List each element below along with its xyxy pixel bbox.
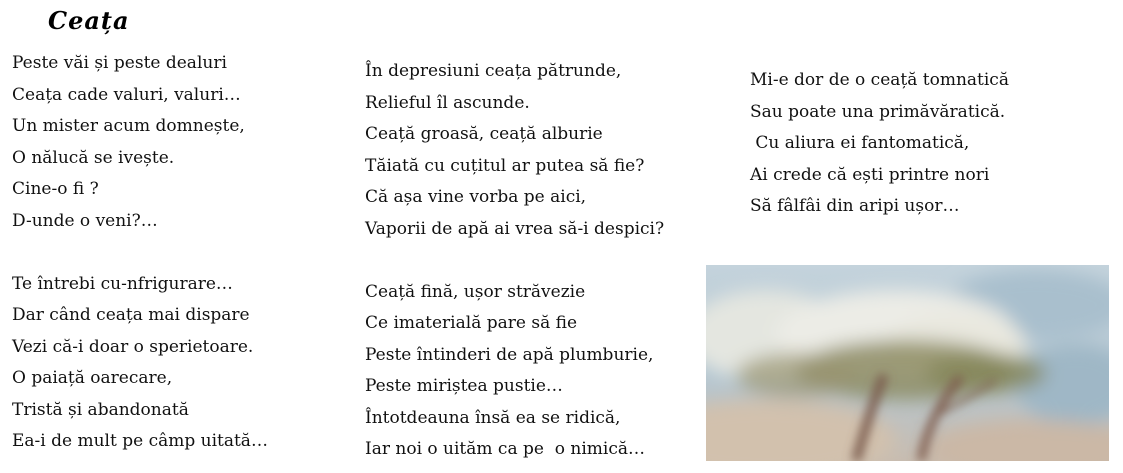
poem-column-2 xyxy=(365,56,664,466)
poem-line: Un mister acum domnește, xyxy=(12,116,245,136)
poem-line: Relieful îl ascunde. xyxy=(365,92,530,113)
poem-line: Întotdeauna însă ea se ridică, xyxy=(365,407,621,428)
poem-line: Dar când ceața mai dispare xyxy=(12,305,250,325)
poem-line: Mi-e dor de o ceață tomnatică xyxy=(750,70,1009,90)
poem-line: Să fâlfâi din aripi ușor… xyxy=(750,196,960,216)
foggy-tree-painting xyxy=(706,265,1109,461)
poem-line: Cu aliura ei fantomatică, xyxy=(750,133,970,153)
poem-line: Ea-i de mult pe câmp uitată… xyxy=(12,431,268,451)
stanza-gap xyxy=(365,245,664,277)
poem-line: În depresiuni ceața pătrunde, xyxy=(365,61,622,81)
poem-line: O nălucă se ivește. xyxy=(12,147,175,168)
poem-line: Ceață fină, ușor străvezie xyxy=(365,281,586,302)
poem-line: Ceața cade valuri, valuri… xyxy=(12,84,241,105)
poem-line: Ce imaterială pare să fie xyxy=(365,313,578,333)
poem-line: Sau poate una primăvăratică. xyxy=(750,101,1006,122)
poem-line: Tristă și abandonată xyxy=(12,399,189,420)
poem-line: Că așa vine vorba pe aici, xyxy=(365,187,587,207)
stanza-gap xyxy=(12,237,268,269)
poem-line: Ceață groasă, ceață alburie xyxy=(365,124,603,144)
poem-line: Vaporii de apă ai vrea să-i despici? xyxy=(365,218,665,239)
poem-line: D-unde o veni?… xyxy=(12,210,158,231)
poem-line: Vezi că-i doar o sperietoare. xyxy=(12,336,254,357)
poem-line: Cine-o fi ? xyxy=(12,179,99,199)
poem-column-1 xyxy=(12,48,268,458)
poem-column-3 xyxy=(750,65,1009,223)
poem-line: Peste văi și peste dealuri xyxy=(12,53,227,73)
poem-line: Te întrebi cu-nfrigurare… xyxy=(12,273,233,294)
poem-line: Ai crede că ești printre nori xyxy=(750,164,990,185)
poem-title: Ceața xyxy=(48,6,130,35)
poem-line: Peste întinderi de apă plumburie, xyxy=(365,344,654,365)
poem-line: Peste miriștea pustie… xyxy=(365,376,563,396)
poem-line: O paiață oarecare, xyxy=(12,368,173,388)
poem-line: Tăiată cu cuțitul ar putea să fie? xyxy=(365,155,645,176)
painting-image xyxy=(706,265,1109,461)
poem-line: Iar noi o uităm ca pe o nimică… xyxy=(365,439,645,459)
